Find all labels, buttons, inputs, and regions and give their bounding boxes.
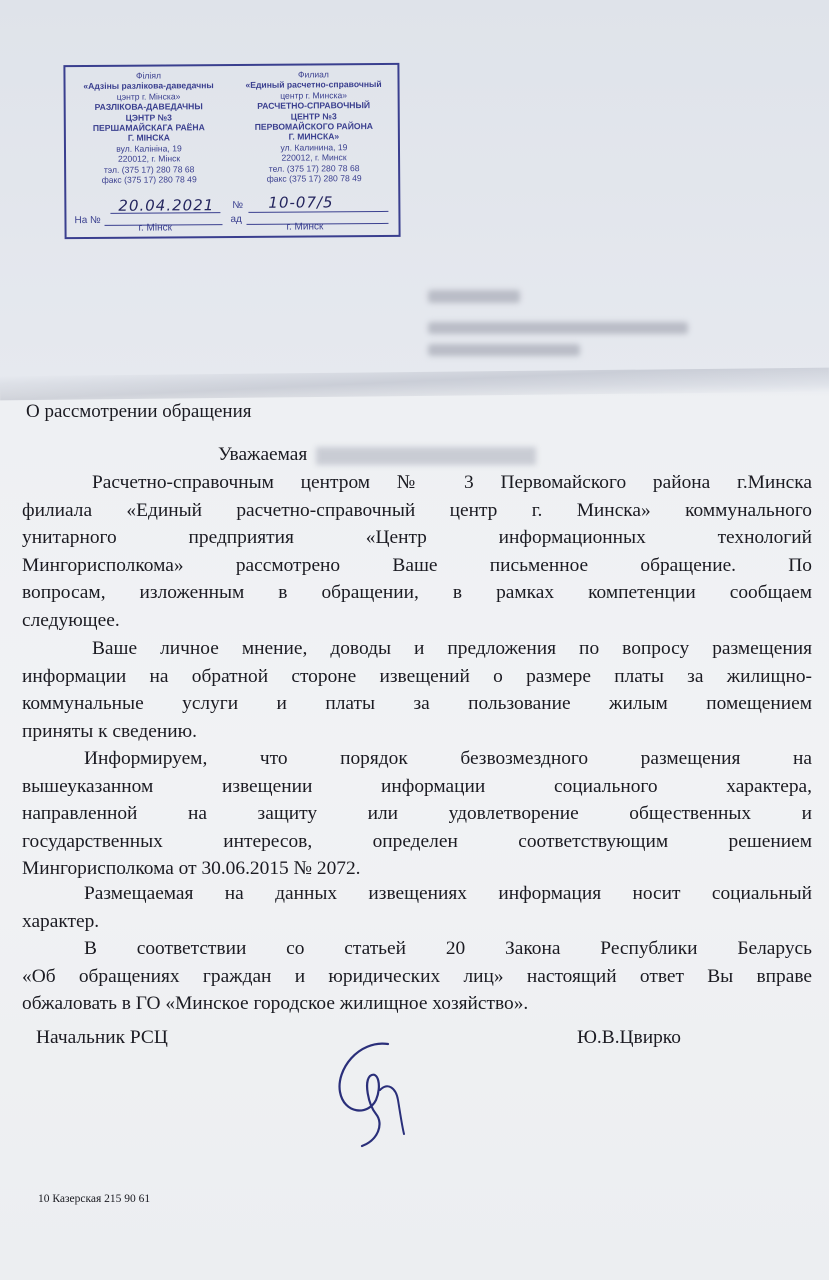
stamp-right-line: РАСЧЕТНО-СПРАВОЧНЫЙ	[257, 100, 371, 112]
city-left: г. Мінск	[138, 222, 173, 234]
paragraph-2	[22, 635, 812, 745]
stamp-right-line: центр г. Минска»	[280, 90, 348, 101]
signatory-name: Ю.В.Цвирко	[577, 1027, 681, 1048]
paragraph-line: унитарного предприятия «Центр информационных технологий	[22, 527, 812, 548]
paragraph-line: вопросам, изложенным в обращении, в рамках компетенции сообщаем	[22, 582, 812, 603]
stamp-left-line: РАЗЛІКОВА-ДАВЕДАЧНЫ	[94, 101, 203, 113]
paragraph-line: информации на обратной стороне извещений о размере платы за жилищно-	[22, 665, 812, 687]
stamp-right-line: ЦЕНТР №3	[290, 110, 337, 122]
stamp-left-line: Філіял	[135, 70, 162, 81]
handwritten-number: 10-07/5	[268, 193, 334, 212]
city-right: г. Минск	[286, 221, 324, 233]
stamp-right-line: ПЕРВОМАЙСКОГО РАЙОНА	[254, 121, 374, 132]
paper-fold	[0, 368, 829, 401]
stamp-right-line: Филиал	[297, 69, 329, 80]
stamp-left-line: «Адзіны разліковa-даведачны	[83, 80, 214, 92]
registration-stamp	[63, 63, 400, 239]
paragraph-line: Размещаемая на данных извещениях информация носит социальный	[84, 883, 812, 904]
handwritten-signature	[318, 1030, 428, 1150]
paragraph-line: коммунальные услуги и платы за пользование жилым помещением	[22, 693, 812, 714]
paragraph-line: Мингорисполкома от 30.06.2015 № 2072.	[22, 858, 361, 879]
stamp-left-line: тэл. (375 17) 280 78 68	[103, 163, 195, 175]
stamp-left-line: Г. МІНСКА	[127, 132, 170, 144]
signatory-position: Начальник РСЦ	[36, 1027, 168, 1048]
paragraph-line: Ваше личное мнение, доводы и предложения по вопросу размещения	[92, 638, 812, 659]
stamp-registration-area	[72, 195, 392, 233]
paragraph-line: Мингорисполкома» рассмотрено Ваше письменное обращение. По	[22, 554, 812, 576]
paragraph-line: обжаловать в ГО «Минское городское жилищное хозяйство».	[22, 993, 529, 1014]
on-number-label: На №	[74, 214, 101, 227]
stamp-left-line: 220012, г. Мінск	[117, 153, 181, 165]
stamp-right-line: 220012, г. Минск	[281, 152, 347, 163]
stamp-left-line: факс (375 17) 280 78 49	[101, 174, 197, 185]
paragraph-line: следующее.	[22, 609, 120, 631]
recipient-name-redacted	[316, 447, 536, 465]
paragraph-4	[22, 880, 812, 935]
paragraph-line: вышеуказанном извещении информации социального характера,	[22, 775, 812, 797]
stamp-left-line: вул. Калініна, 19	[116, 143, 182, 154]
paragraph-5	[22, 935, 812, 1018]
paragraph-line: Расчетно-справочным центром № 3 Первомайского района г.Минска	[92, 472, 812, 493]
paragraph-line: «Об обращениях граждан и юридических лиц» настоящий ответ Вы вправе	[22, 965, 812, 987]
paragraph-line: филиала «Единый расчетно-справочный центр г. Минска» коммунального	[22, 499, 812, 521]
paragraph-line: направленной на защиту или удовлетворение общественных и	[22, 803, 812, 824]
paragraph-line: государственных интересов, определен соответствующим решением	[22, 830, 812, 852]
stamp-right-line: Г. МИНСКА»	[288, 131, 340, 143]
greeting	[218, 441, 536, 469]
stamp-right-line: ул. Калинина, 19	[280, 142, 348, 153]
letter-subject: О рассмотрении обращения	[26, 401, 252, 422]
stamp-left-line: ЦЭНТР №3	[125, 112, 172, 123]
stamp-right-line: тел. (375 17) 280 78 68	[268, 162, 360, 174]
paragraph-line: В соответствии со статьей 20 Закона Республики Беларусь	[84, 938, 812, 959]
paragraph-line: приняты к сведению.	[22, 720, 197, 742]
stamp-left-line: цэнтр г. Мінска»	[116, 91, 181, 102]
stamp-right-column	[232, 69, 395, 185]
paragraph-line: Информируем, что порядок безвозмездного размещения на	[84, 748, 812, 769]
executor-footer: 10 Казерская 215 90 61	[38, 1193, 151, 1205]
stamp-left-column	[67, 70, 230, 186]
paragraph-3	[22, 745, 812, 883]
stamp-right-line: «Единый расчетно-справочный	[245, 79, 382, 91]
number-label: №	[232, 199, 244, 211]
from-label: ад	[230, 213, 242, 226]
paragraph-line: характер.	[22, 910, 100, 932]
handwritten-date: 20.04.2021	[118, 196, 215, 215]
greeting-text: Уважаемая	[218, 444, 308, 465]
stamp-right-line: факс (375 17) 280 78 49	[266, 173, 362, 184]
paragraph-1	[22, 469, 812, 634]
stamp-left-line: ПЕРШАМАЙСКАГА РАЁНА	[92, 122, 205, 134]
